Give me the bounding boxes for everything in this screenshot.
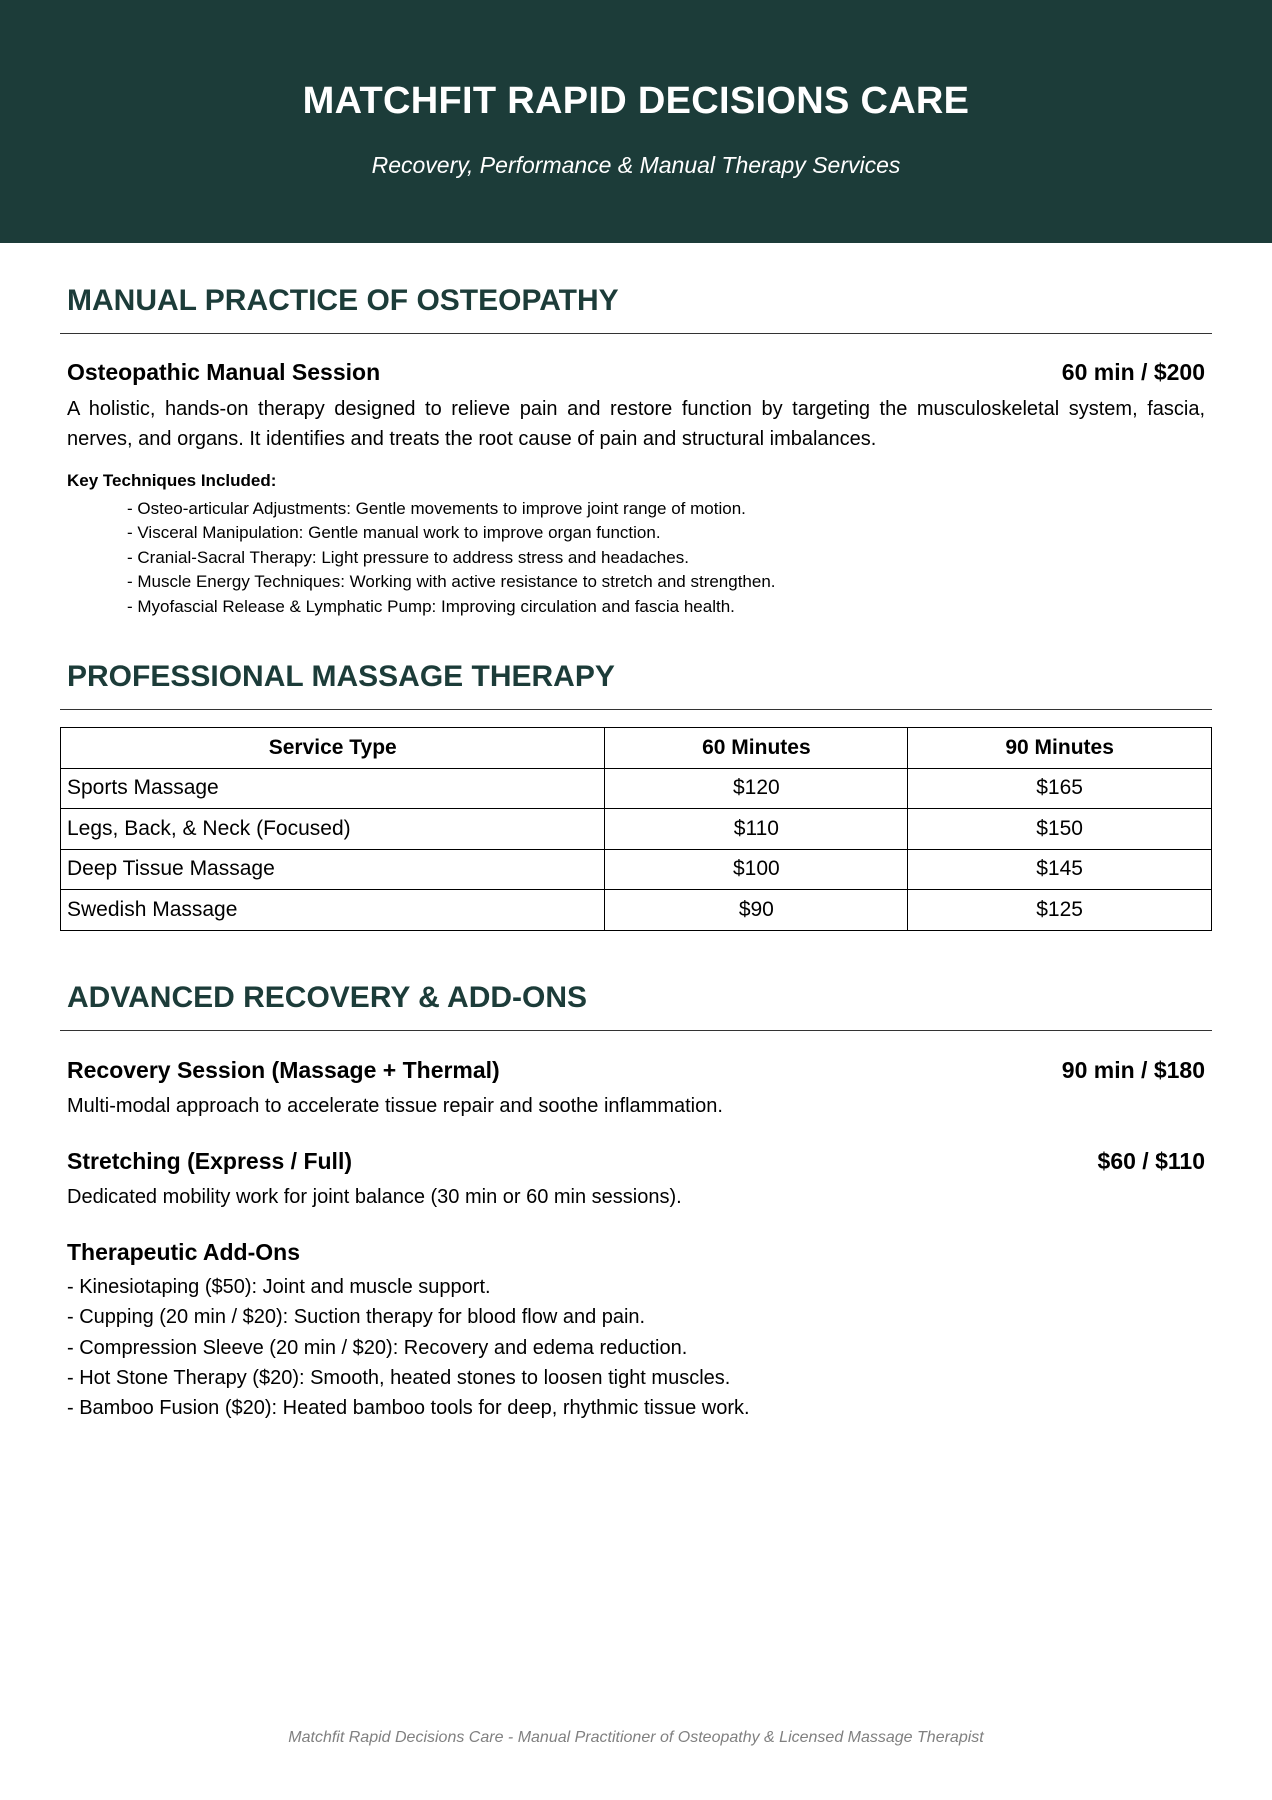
page-footer: Matchfit Rapid Decisions Care - Manual Practitioner of Osteopathy & Licensed Massage Therapist [288,1729,984,1746]
list-item: - Visceral Manipulation: Gentle manual work to improve organ function. [127,523,661,543]
list-item: - Osteo-articular Adjustments: Gentle movements to improve joint range of motion. [127,499,746,518]
service-name: Stretching (Express / Full) [67,1148,352,1174]
list-item: - Bamboo Fusion ($20): Heated bamboo tools for deep, rhythmic tissue work. [67,1397,750,1420]
key-techniques-label: Key Techniques Included: [67,471,277,490]
service-price: $60 / $110 [1097,1148,1205,1174]
list-item: - Kinesiotaping ($50): Joint and muscle support. [67,1276,491,1298]
column-header: 60 Minutes [605,728,908,769]
column-header: Service Type [61,728,605,769]
service-description: Dedicated mobility work for joint balance (30 min or 60 min sessions). [67,1186,682,1208]
table-cell: $165 [908,768,1212,809]
osteopathy-section-title: MANUAL PRACTICE OF OSTEOPATHY [67,284,619,317]
section-divider [60,709,1212,710]
list-item: - Cranial-Sacral Therapy: Light pressure to address stress and headaches. [127,547,689,567]
list-item: - Myofascial Release & Lymphatic Pump: Improving circulation and fascia health. [127,596,735,616]
service-price: 90 min / $180 [1061,1057,1205,1083]
table-cell: $145 [908,849,1212,890]
service-description: A holistic, hands-on therapy designed to relieve pain and restore function by targeting the musculoskeletal system, fascia, nerves, and organs. It identifies and treats the root cause of pain and structural imbalances. [67,398,1205,450]
list-item: - Compression Sleeve (20 min / $20): Recovery and edema reduction. [67,1336,688,1359]
list-item: - Muscle Energy Techniques: Working with active resistance to stretch and strengthen. [127,572,776,592]
table-cell: $125 [908,890,1212,931]
table-row [61,890,1212,931]
table-row [61,849,1212,890]
techniques-list [127,497,776,619]
massage-section-title: PROFESSIONAL MASSAGE THERAPY [67,660,615,693]
recovery-section-title: ADVANCED RECOVERY & ADD-ONS [67,981,588,1014]
section-divider [60,333,1212,334]
table-row [61,809,1212,850]
table-cell: Sports Massage [61,768,605,809]
service-name: Recovery Session (Massage + Thermal) [67,1057,500,1083]
addons-list [67,1272,750,1423]
service-price: 60 min / $200 [1061,359,1205,385]
service-name: Osteopathic Manual Session [67,359,381,385]
page-subtitle: Recovery, Performance & Manual Therapy Services [371,152,901,178]
page-header [0,0,1272,243]
table-cell: $150 [908,809,1212,850]
table-row [61,768,1212,809]
massage-price-table [60,727,1212,931]
column-header: 90 Minutes [908,728,1212,769]
list-item: - Hot Stone Therapy ($20): Smooth, heated stones to loosen tight muscles. [67,1366,731,1389]
service-description: Multi-modal approach to accelerate tissue repair and soothe inflammation. [67,1095,723,1117]
table-cell: Legs, Back, & Neck (Focused) [61,809,605,850]
section-divider [60,1030,1212,1031]
page-title: MATCHFIT RAPID DECISIONS CARE [302,80,970,122]
list-item: - Cupping (20 min / $20): Suction therapy for blood flow and pain. [67,1306,646,1329]
table-cell: $110 [605,809,908,850]
addons-heading: Therapeutic Add-Ons [67,1239,300,1265]
table-cell: Swedish Massage [61,890,605,931]
table-cell: $90 [605,890,908,931]
table-cell: Deep Tissue Massage [61,849,605,890]
table-header-row [61,728,1212,769]
table-cell: $120 [605,768,908,809]
table-cell: $100 [605,849,908,890]
